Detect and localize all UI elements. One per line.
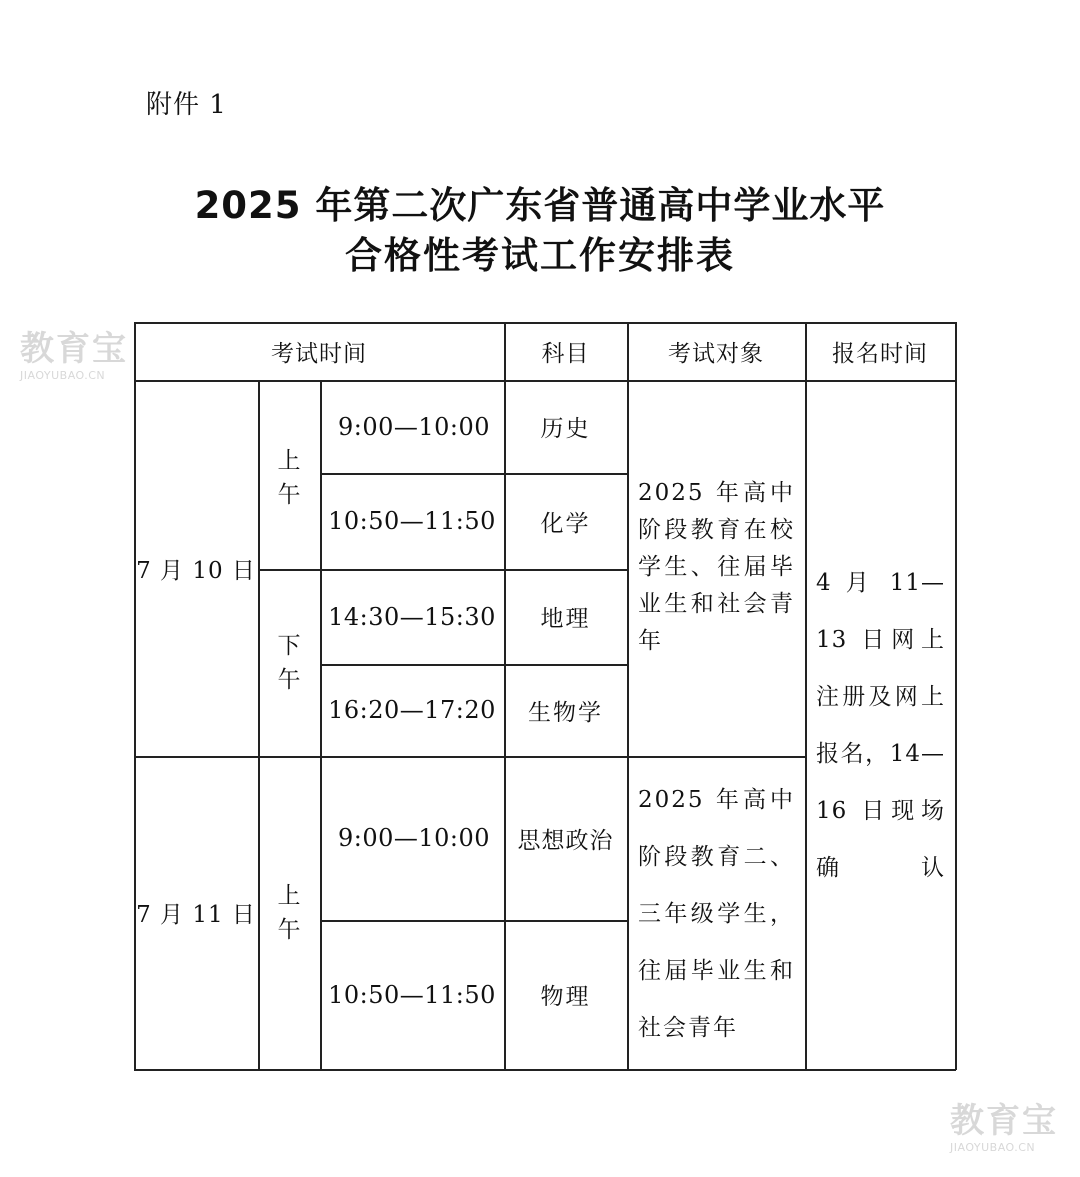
watermark-top <box>20 329 128 382</box>
exam-time-cell: 16:20—17:20 <box>328 696 496 724</box>
exam-time-cell: 10:50—11:50 <box>328 980 496 1009</box>
morning-label-day2 <box>258 756 320 1069</box>
watermark-domain: JIAOYUBAO.CN <box>20 369 106 382</box>
registration-time-cell: 4 月 11—13 日网上注册及网上报名，14—16 日现场确认 <box>816 570 945 881</box>
subject-cell: 地理 <box>540 606 591 632</box>
exam-target-day1: 2025 年高中阶段教育在校学生、往届毕业生和社会青年 <box>638 479 795 654</box>
ampm-char: 上 <box>277 447 301 474</box>
header-exam-time: 考试时间 <box>271 340 367 367</box>
exam-target-day2: 2025 年高中阶段教育二、三年级学生，往届毕业生和社会青年 <box>638 787 795 1041</box>
schedule-table <box>134 322 956 1070</box>
subject-cell: 生物学 <box>528 699 603 726</box>
doc-title-line2: 合格性考试工作安排表 <box>345 234 735 277</box>
subject-cell: 物理 <box>540 984 591 1010</box>
ampm-char: 午 <box>277 666 301 693</box>
ampm-char: 下 <box>277 632 301 659</box>
header-exam-target: 考试对象 <box>668 340 764 367</box>
watermark-brand: 教育宝 <box>950 1101 1058 1141</box>
exam-time-cell: 10:50—11:50 <box>328 507 496 535</box>
watermark-brand: 教育宝 <box>20 329 128 369</box>
subject-cell: 化学 <box>540 510 591 537</box>
table-border-right <box>955 322 957 1070</box>
exam-time-cell: 9:00—10:00 <box>337 824 491 852</box>
ampm-char: 上 <box>277 882 301 909</box>
morning-label-day1 <box>258 380 320 569</box>
watermark-domain: JIAOYUBAO.CN <box>950 1141 1036 1154</box>
attachment-label: 附件 1 <box>146 90 227 120</box>
header-registration-time: 报名时间 <box>832 340 928 367</box>
watermark-bottom <box>950 1101 1058 1154</box>
subject-cell: 历史 <box>540 416 591 442</box>
date-day2: 7 月 11 日 <box>136 902 256 928</box>
afternoon-label-day1 <box>258 569 320 756</box>
doc-title-line1: 2025 年第二次广东省普通高中学业水平 <box>194 184 886 227</box>
ampm-char: 午 <box>277 916 301 943</box>
exam-time-cell: 14:30—15:30 <box>328 602 496 631</box>
date-day1: 7 月 10 日 <box>136 557 256 584</box>
exam-time-cell: 9:00—10:00 <box>337 412 491 441</box>
header-subject: 科目 <box>541 340 590 367</box>
ampm-char: 午 <box>277 481 301 508</box>
subject-cell: 思想政治 <box>517 827 614 854</box>
